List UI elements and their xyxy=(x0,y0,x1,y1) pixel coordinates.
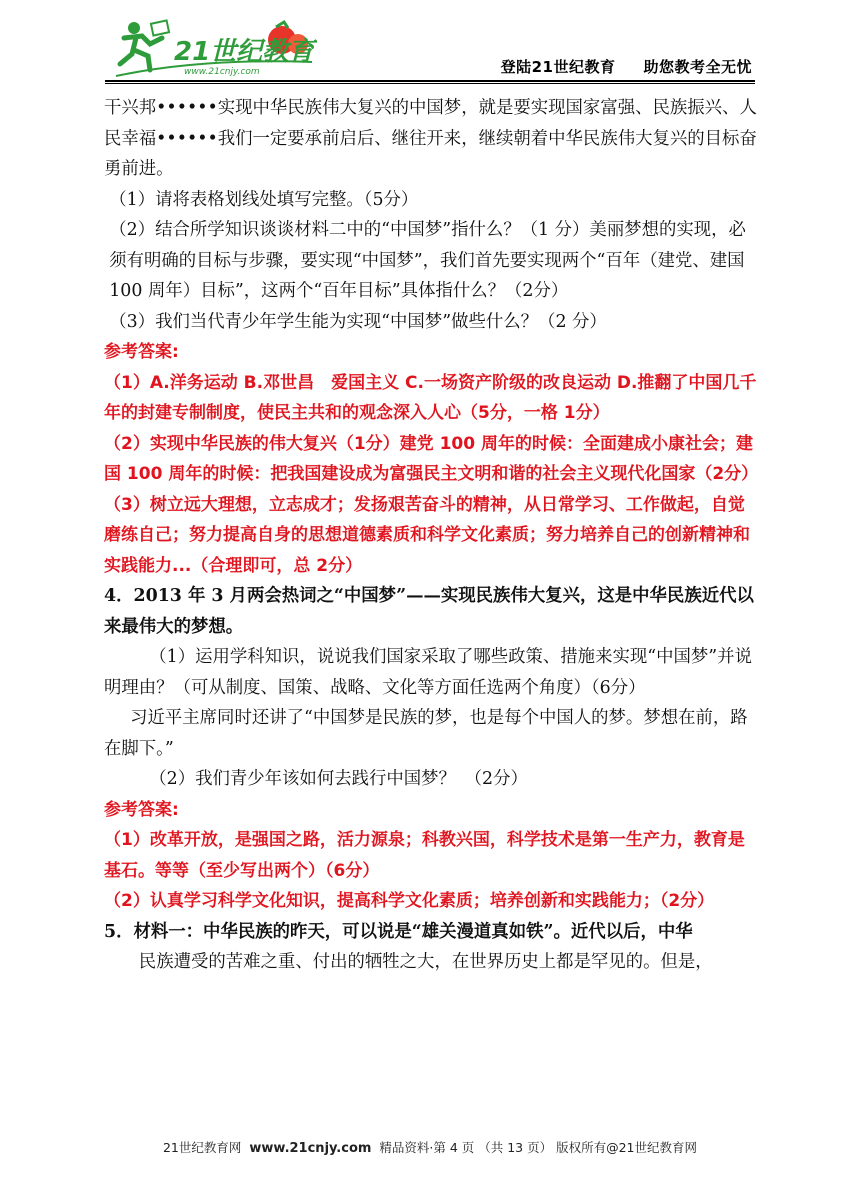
logo-text: 21世纪教育 xyxy=(174,37,315,67)
question-1: （1）请将表格划线处填写完整。（5分） xyxy=(109,189,419,210)
question-4-part-2: （2）我们青少年该如何去践行中国梦？ （2分） xyxy=(149,769,528,789)
slogan-left: 登陆21世纪教育 xyxy=(500,58,616,76)
footer-site: 21世纪教育网 xyxy=(162,1140,242,1155)
page-content xyxy=(104,93,760,978)
answer-label: 参考答案: xyxy=(104,799,179,820)
material-continuation: 干兴邦••••••实现中华民族伟大复兴的中国梦，就是要实现国家富强、民族振兴、人民幸福••••••我们一定要承前启后、继往开来，继续朝着中华民族伟大复兴的目标奋勇前进。 xyxy=(104,98,757,179)
answer-item: （1）A.洋务运动 B.邓世昌 爱国主义 C.一场资产阶级的改良运动 D.推翻了中国几千年的封建专制制度，使民主共和的观念深入人心（5分，一格 1分） xyxy=(104,372,757,423)
header-divider xyxy=(105,80,755,84)
question-3: （3）我们当代青少年学生能为实现“中国梦”做些什么？（2 分） xyxy=(109,311,607,332)
page-footer xyxy=(0,1138,860,1156)
answer-item: （3）树立远大理想，立志成才；发扬艰苦奋斗的精神，从日常学习、工作做起，自觉磨练自己；努力提高自身的思想道德素质和科学文化素质；努力培养自己的创新精神和实践能力...（合理即可，总 2分） xyxy=(104,494,750,576)
question-5-title: 5．材料一：中华民族的昨天，可以说是“雄关漫道真如铁”。近代以后，中华 xyxy=(104,921,693,942)
question-4-quote: 习近平主席同时还讲了“中国梦是民族的梦，也是每个中国人的梦。梦想在前，路在脚下。” xyxy=(104,708,748,759)
logo-url: www.21cnjy.com xyxy=(184,67,260,77)
logo xyxy=(112,18,317,80)
question-4-title: 4．2013 年 3 月两会热词之“中国梦”——实现民族伟大复兴，这是中华民族近代以来最伟大的梦想。 xyxy=(104,586,754,637)
answer-item: （2）实现中华民族的伟大复兴（1分）建党 100 周年的时候：全面建成小康社会；建国 100 周年的时候：把我国建设成为富强民主文明和谐的社会主义现代化国家（2分） xyxy=(104,433,759,484)
question-4-part-1: （1）运用学科知识，说说我们国家采取了哪些政策、措施来实现“中国梦”并说明理由？（可从制度、国策、战略、文化等方面任选两个角度）（6分） xyxy=(104,647,752,698)
header-slogan xyxy=(501,56,752,77)
slogan-right: 助您教考全无忧 xyxy=(643,58,752,76)
answer-item: （2）认真学习科学文化知识，提高科学文化素质；培养创新和实践能力；（2分） xyxy=(104,891,715,911)
question-5-continuation: 民族遭受的苦难之重、付出的牺牲之大，在世界历史上都是罕见的。但是， xyxy=(138,952,713,972)
footer-note: 精品资料·第 4 页 （共 13 页） 版权所有@21世纪教育网 xyxy=(379,1140,697,1155)
page-header xyxy=(0,0,860,90)
question-2: （2）结合所学知识谈谈材料二中的“中国梦”指什么？（1 分）美丽梦想的实现，必须有明确的目标与步骤，要实现“中国梦”，我们首先要实现两个“百年（建党、建国 100 周年）目标”，这两个“百年目标”具体指什么？（2分） xyxy=(109,220,746,301)
footer-url: www.21cnjy.com xyxy=(249,1141,372,1156)
answer-label: 参考答案: xyxy=(104,342,179,362)
answer-item: （1）改革开放，是强国之路，活力源泉；科教兴国，科学技术是第一生产力，教育是基石。等等（至少写出两个）（6分） xyxy=(104,830,745,881)
